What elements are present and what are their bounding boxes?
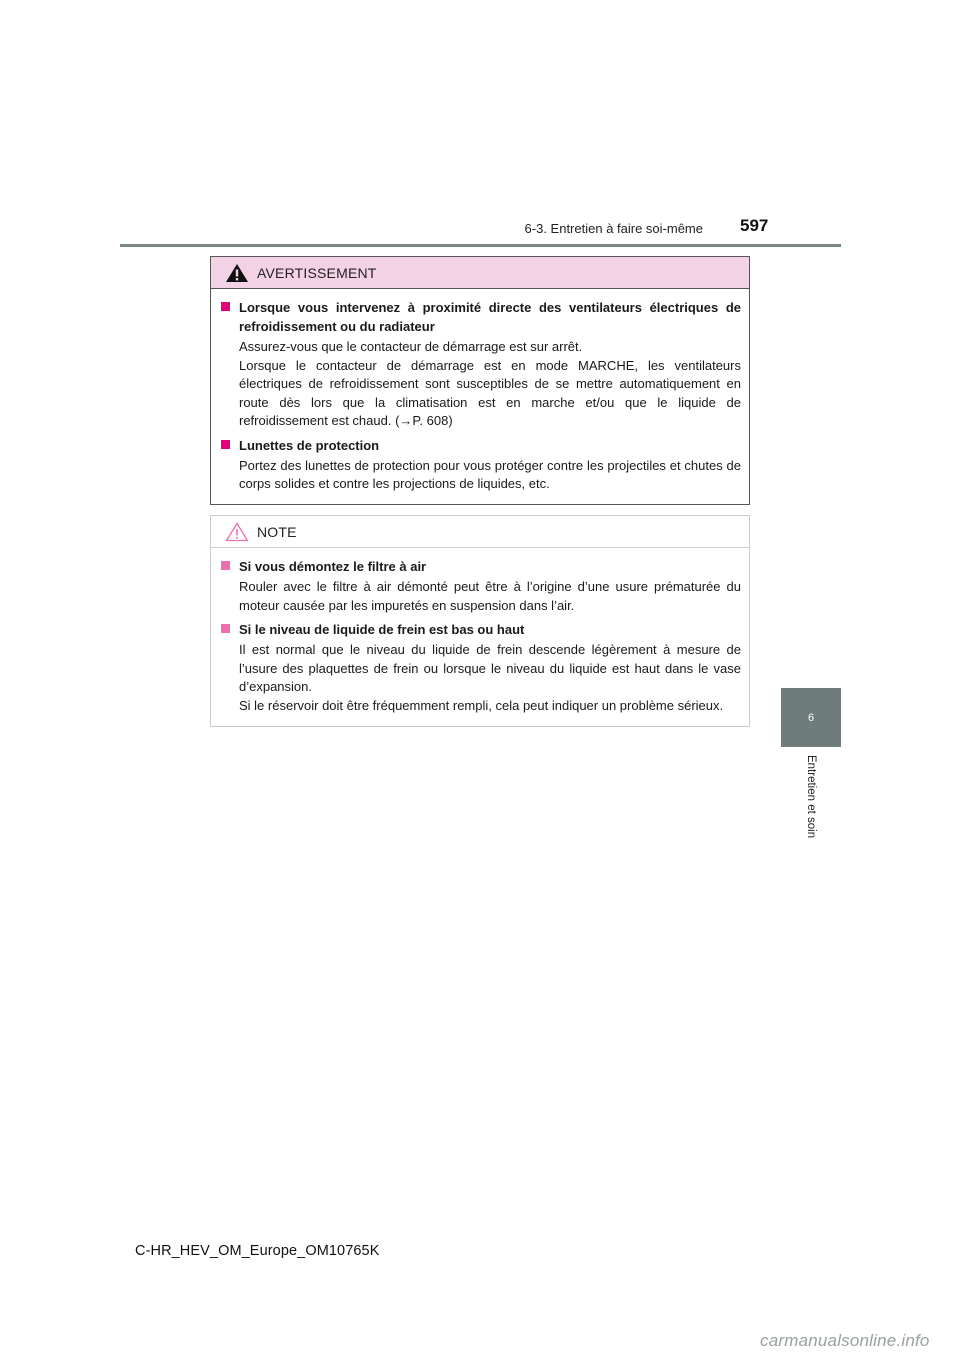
- warning-box: [210, 256, 750, 505]
- note-body: [211, 548, 749, 715]
- warning-item-title: [221, 298, 741, 336]
- warning-title: AVERTISSEMENT: [257, 264, 377, 281]
- chapter-number: 6: [807, 711, 815, 724]
- note-item-text: [221, 578, 741, 615]
- header-rule: [120, 244, 841, 247]
- square-bullet-icon: [221, 561, 230, 570]
- paragraph: Assurez-vous que le contacteur de démarrage est sur arrêt.: [239, 339, 583, 354]
- page-number: 597: [740, 216, 769, 235]
- paragraph: Portez des lunettes de protection pour vous protéger contre les projectiles et chutes de corps solides et contre les projections de liquides, etc.: [239, 457, 741, 491]
- note-title: NOTE: [257, 523, 297, 540]
- paragraph: Rouler avec le filtre à air démonté peut être à l’origine d’une usure prématurée du moteur causée par les impuretés en suspension dans l’air.: [239, 579, 741, 613]
- note-item-title-text: Si le niveau de liquide de frein est bas ou haut: [239, 622, 525, 637]
- document-code: C-HR_HEV_OM_Europe_OM10765K: [135, 1243, 380, 1259]
- section-title: 6-3. Entretien à faire soi-même: [524, 221, 703, 236]
- note-item-text: [221, 641, 741, 715]
- square-bullet-icon: [221, 440, 230, 449]
- note-item-title: [221, 557, 741, 576]
- paragraph: Si le réservoir doit être fréquemment rempli, cela peut indiquer un problème sérieux.: [239, 697, 724, 713]
- chapter-title: Entretien et soin: [805, 755, 817, 839]
- note-item-title: [221, 620, 741, 639]
- warning-item-text: [221, 338, 741, 431]
- chapter-tab[interactable]: [781, 688, 841, 747]
- warning-body: [211, 289, 749, 494]
- warning-item-title: [221, 436, 741, 455]
- warning-triangle-icon: [225, 263, 249, 283]
- caution-triangle-outline-icon: [225, 522, 249, 542]
- paragraph: Il est normal que le niveau du liquide de frein descende légèrement à mesure de l’usure des plaquettes de frein ou lorsque le niveau du liquide est haut dans le vase d’expansion.: [239, 642, 741, 694]
- paragraph: Lorsque le contacteur de démarrage est en mode MARCHE, les ventilateurs électriques de refroidissement sont susceptibles de se mettre automatiquement en route dès lors que la climatisation est en marche et/ou que le liquide de refroidissement est chaud. (→P. 608): [239, 357, 741, 428]
- note-header: [211, 516, 749, 548]
- note-item-title-text: Si vous démontez le filtre à air: [239, 559, 427, 574]
- watermark-link[interactable]: carmanualsonline.info: [760, 1331, 930, 1350]
- note-box: [210, 515, 750, 727]
- warning-item-title-text: Lorsque vous intervenez à proximité directe des ventilateurs électriques de refroidissement ou du radiateur: [239, 300, 741, 334]
- warning-header: [211, 257, 749, 289]
- warning-item-title-text: Lunettes de protection: [239, 437, 380, 453]
- square-bullet-icon: [221, 624, 230, 633]
- warning-item-text: [221, 457, 741, 494]
- square-bullet-icon: [221, 302, 230, 311]
